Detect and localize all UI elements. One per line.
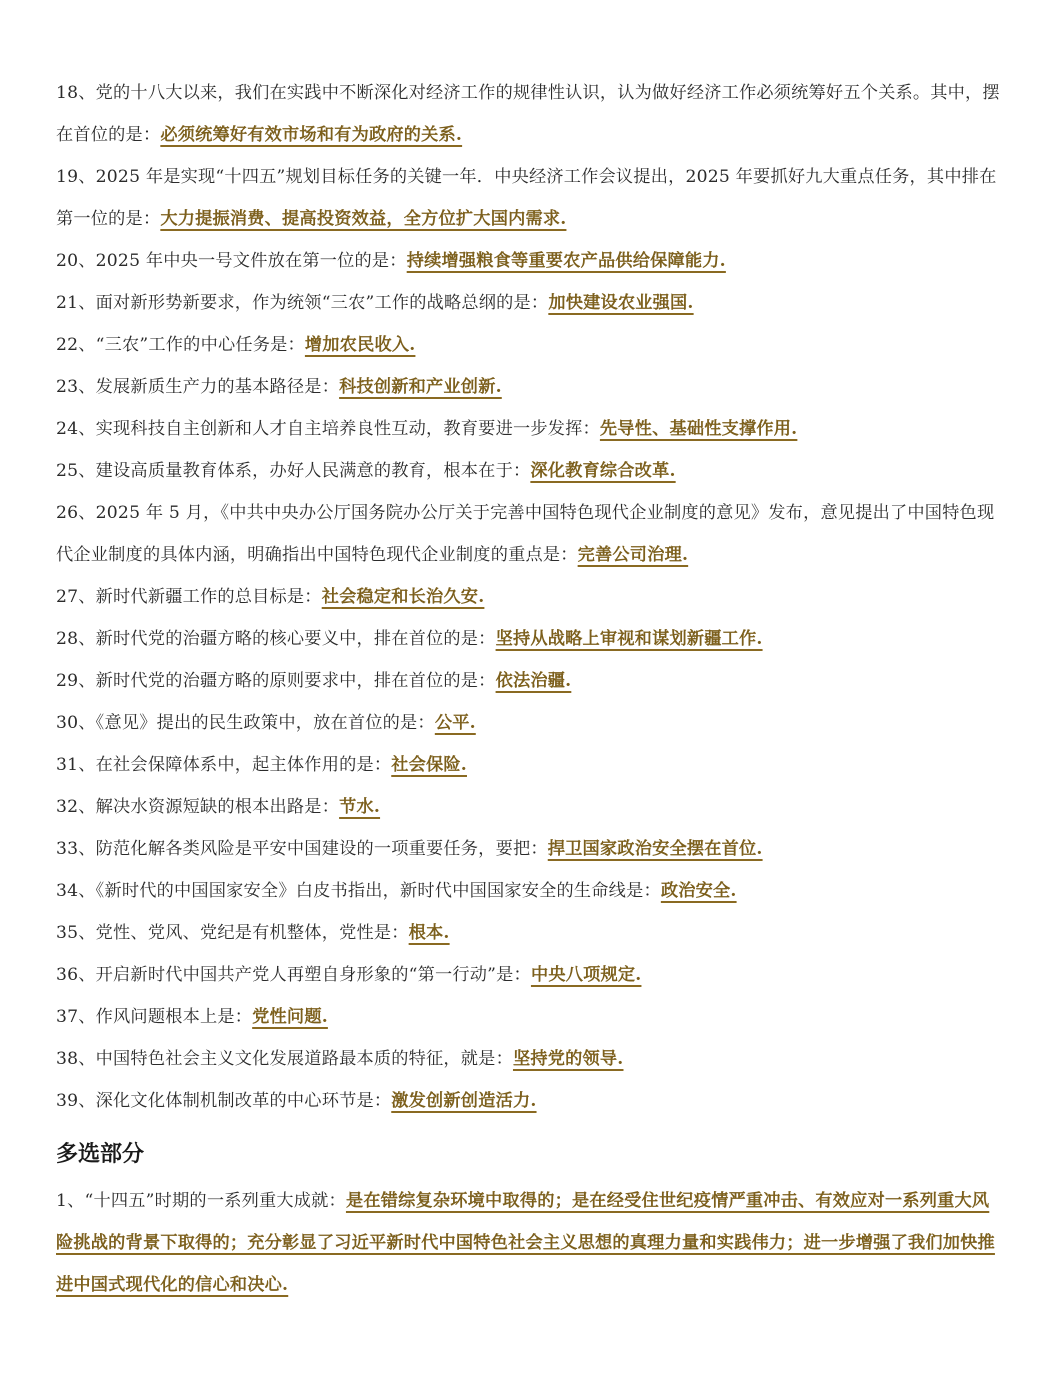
question-item xyxy=(56,492,1002,576)
question-text: 38、中国特色社会主义文化发展道路最本质的特征，就是： xyxy=(56,1049,513,1069)
answer-text: 中央八项规定. xyxy=(530,965,642,985)
question-text: 22、“三农”工作的中心任务是： xyxy=(56,335,305,355)
question-text: 25、建设高质量教育体系，办好人民满意的教育，根本在于： xyxy=(56,461,531,481)
answer-text: 必须统筹好有效市场和有为政府的关系. xyxy=(160,125,463,145)
question-list xyxy=(56,72,1002,1306)
question-text: 36、开启新时代中国共产党人再塑自身形象的“第一行动”是： xyxy=(56,965,531,985)
answer-text: 社会保险. xyxy=(391,755,467,775)
answer-text: 党性问题. xyxy=(252,1007,328,1027)
question-item xyxy=(56,618,1002,660)
question-item xyxy=(56,1080,1002,1122)
answer-text: 坚持从战略上审视和谋划新疆工作. xyxy=(495,629,763,649)
question-text: 35、党性、党风、党纪是有机整体，党性是： xyxy=(56,923,409,943)
answer-text: 公平. xyxy=(434,713,476,733)
answer-text: 增加农民收入. xyxy=(304,335,416,355)
question-text: 30、《意见》提出的民生政策中，放在首位的是： xyxy=(56,713,435,733)
answer-text: 是在错综复杂环境中取得的；是在经受住世纪疫情严重冲击、有效应对一系列重大风险挑战的背景下取得的；充分彰显了习近平新时代中国特色社会主义思想的真理力量和实践伟力；进一步增强了我们加快推进中国式现代化的信心和决心. xyxy=(56,1191,995,1295)
question-item xyxy=(56,912,1002,954)
question-text: 34、《新时代的中国国家安全》白皮书指出，新时代中国国家安全的生命线是： xyxy=(56,881,661,901)
answer-text: 持续增强粮食等重要农产品供给保障能力. xyxy=(406,251,726,271)
question-text: 39、深化文化体制机制改革的中心环节是： xyxy=(56,1091,392,1111)
answer-text: 政治安全. xyxy=(660,881,737,901)
question-item xyxy=(56,870,1002,912)
question-text: 32、解决水资源短缺的根本出路是： xyxy=(56,797,340,817)
question-item xyxy=(56,366,1002,408)
question-text: 24、实现科技自主创新和人才自主培养良性互动，教育要进一步发挥： xyxy=(56,419,600,439)
single-choice-list xyxy=(56,72,1002,1122)
multi-choice-list xyxy=(56,1180,1002,1306)
question-item xyxy=(56,996,1002,1038)
question-text: 26、2025 年 5 月，《中共中央办公厅国务院办公厅关于完善中国特色现代企业制度的意见》发布，意见提出了中国特色现代企业制度的具体内涵，明确指出中国特色现代企业制度的重点是： xyxy=(56,503,995,565)
question-item xyxy=(56,828,1002,870)
question-item xyxy=(56,660,1002,702)
question-text: 29、新时代党的治疆方略的原则要求中，排在首位的是： xyxy=(56,671,496,691)
question-item xyxy=(56,744,1002,786)
question-item xyxy=(56,450,1002,492)
question-text: 28、新时代党的治疆方略的核心要义中，排在首位的是： xyxy=(56,629,496,649)
question-item xyxy=(56,576,1002,618)
question-item xyxy=(56,156,1002,240)
answer-text: 坚持党的领导. xyxy=(512,1049,624,1069)
question-item xyxy=(56,1038,1002,1080)
answer-text: 大力提振消费、提高投资效益，全方位扩大国内需求. xyxy=(160,209,567,229)
section-title-multi: 多选部分 xyxy=(56,1142,145,1167)
answer-text: 深化教育综合改革. xyxy=(530,461,676,481)
question-text: 27、新时代新疆工作的总目标是： xyxy=(56,587,322,607)
question-text: 31、在社会保障体系中，起主体作用的是： xyxy=(56,755,392,775)
question-item xyxy=(56,240,1002,282)
question-item xyxy=(56,324,1002,366)
answer-text: 加快建设农业强国. xyxy=(548,293,694,313)
question-item xyxy=(56,72,1002,156)
answer-text: 先导性、基础性支撑作用. xyxy=(599,419,798,439)
question-item xyxy=(56,408,1002,450)
answer-text: 科技创新和产业创新. xyxy=(339,377,502,397)
question-item xyxy=(56,282,1002,324)
answer-text: 节水. xyxy=(339,797,381,817)
answer-text: 根本. xyxy=(408,923,450,943)
question-text: 33、防范化解各类风险是平安中国建设的一项重要任务，要把： xyxy=(56,839,548,859)
question-text: 37、作风问题根本上是： xyxy=(56,1007,253,1027)
question-text: 21、面对新形势新要求，作为统领“三农”工作的战略总纲的是： xyxy=(56,293,549,313)
question-text: 20、2025 年中央一号文件放在第一位的是： xyxy=(56,251,407,271)
answer-text: 依法治疆. xyxy=(495,671,572,691)
answer-text: 社会稳定和长治久安. xyxy=(321,587,485,607)
question-item xyxy=(56,702,1002,744)
question-text: 23、发展新质生产力的基本路径是： xyxy=(56,377,340,397)
answer-text: 激发创新创造活力. xyxy=(391,1091,537,1111)
question-item xyxy=(56,1180,1002,1306)
question-text: 19、2025 年是实现“十四五”规划目标任务的关键一年．中央经济工作会议提出，2025 年要抓好九大重点任务，其中排在第一位的是： xyxy=(56,167,997,229)
question-text: 1、“十四五”时期的一系列重大成就： xyxy=(56,1191,346,1211)
question-item xyxy=(56,954,1002,996)
answer-text: 完善公司治理. xyxy=(577,545,689,565)
answer-text: 捍卫国家政治安全摆在首位. xyxy=(547,839,763,859)
question-text: 18、党的十八大以来，我们在实践中不断深化对经济工作的规律性认识，认为做好经济工作必须统筹好五个关系。其中，摆在首位的是： xyxy=(56,83,1000,145)
question-item xyxy=(56,786,1002,828)
